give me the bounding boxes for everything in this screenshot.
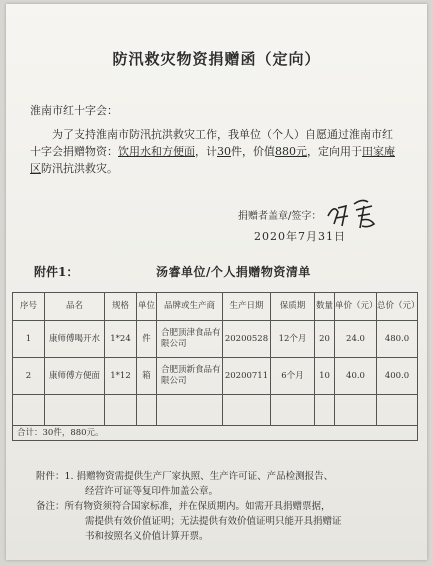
body-mid-1: ，计 — [195, 145, 217, 158]
attachments-note-line-1: 1. 捐赠物资需提供生产厂家执照、生产许可证、产品检测报告、 — [64, 471, 334, 482]
table-total-row — [13, 426, 418, 441]
cell-no: 1 — [13, 321, 45, 358]
cell-date: 20200528 — [223, 321, 271, 358]
cell-name: 康师傅方便面 — [45, 358, 105, 395]
donated-value: 880元 — [275, 145, 307, 158]
cell-shelf: 6个月 — [271, 358, 315, 395]
body-intro: 为了支持淮南市防汛抗洪救灾工作，我单位（个人）自愿通过淮南市红十字会捐赠物资： — [30, 128, 393, 158]
letter-date: 2020年7月31日 — [254, 230, 346, 243]
destination: 田家庵区 — [30, 145, 395, 175]
header-brand: 品牌或生产商 — [157, 293, 223, 321]
remarks-line-1: 所有物资须符合国家标准，并在保质期内。如需开具捐赠票据， — [64, 501, 331, 512]
table-row — [13, 321, 418, 358]
cell-spec: 1*24 — [105, 321, 137, 358]
cell-no: 2 — [13, 358, 45, 395]
cell-unit: 件 — [137, 321, 157, 358]
header-shelf: 保质期 — [271, 293, 315, 321]
header-no: 序号 — [13, 293, 45, 321]
table-total: 合计：30件，880元。 — [13, 426, 418, 441]
donated-items: 饮用水和方便面 — [118, 145, 195, 158]
header-spec: 规格 — [105, 293, 137, 321]
cell-total: 400.0 — [377, 358, 418, 395]
body-mid-2: 件，价值 — [231, 145, 275, 158]
cell-name: 康师傅喝开水 — [45, 321, 105, 358]
cell-spec: 1*12 — [105, 358, 137, 395]
cell-brand: 合肥顶新食品有限公司 — [157, 358, 223, 395]
cell-total: 480.0 — [377, 321, 418, 358]
table-row — [13, 358, 418, 395]
header-date: 生产日期 — [223, 293, 271, 321]
addressee: 淮南市红十字会： — [30, 104, 118, 117]
header-price: 单价（元） — [335, 293, 377, 321]
header-qty: 数量 — [315, 293, 335, 321]
body-end: 防汛抗洪救灾。 — [41, 162, 118, 175]
header-total: 总价（元） — [377, 293, 418, 321]
cell-date: 20200711 — [223, 358, 271, 395]
cell-qty: 20 — [315, 321, 335, 358]
attachments-note-line-2: 经营许可证等复印件加盖公章。 — [85, 486, 219, 497]
notes-section — [36, 469, 401, 544]
remarks-line-3: 书和按照名义价值计算开票。 — [85, 531, 209, 542]
attachments-note-label: 附件： — [36, 471, 65, 482]
donated-quantity: 30 — [217, 145, 231, 158]
cell-qty: 10 — [315, 358, 335, 395]
body-mid-3: ，定向用于 — [307, 145, 362, 158]
signer-label: 捐赠者盖章/签字： — [238, 211, 322, 222]
header-name: 品名 — [45, 293, 105, 321]
document-title: 防汛救灾物资捐赠函（定向） — [112, 50, 321, 68]
cell-unit: 箱 — [137, 358, 157, 395]
table-header-row — [13, 293, 418, 321]
cell-price: 24.0 — [335, 321, 377, 358]
remarks-line-2: 需提供有效价值证明；无法提供有效价值证明只能开具捐赠证 — [85, 516, 342, 527]
table-row-empty — [13, 395, 418, 426]
cell-price: 40.0 — [335, 358, 377, 395]
cell-brand: 合肥顶津食品有限公司 — [157, 321, 223, 358]
cell-shelf: 12个月 — [271, 321, 315, 358]
donation-letter-page — [6, 4, 427, 560]
attachment-title: 汤睿单位/个人捐赠物资清单 — [156, 265, 311, 279]
donation-items-table — [12, 292, 418, 441]
letter-body — [30, 126, 398, 177]
remarks-label: 备注： — [36, 501, 65, 512]
header-unit: 单位 — [137, 293, 157, 321]
attachment-label: 附件1： — [34, 265, 79, 279]
